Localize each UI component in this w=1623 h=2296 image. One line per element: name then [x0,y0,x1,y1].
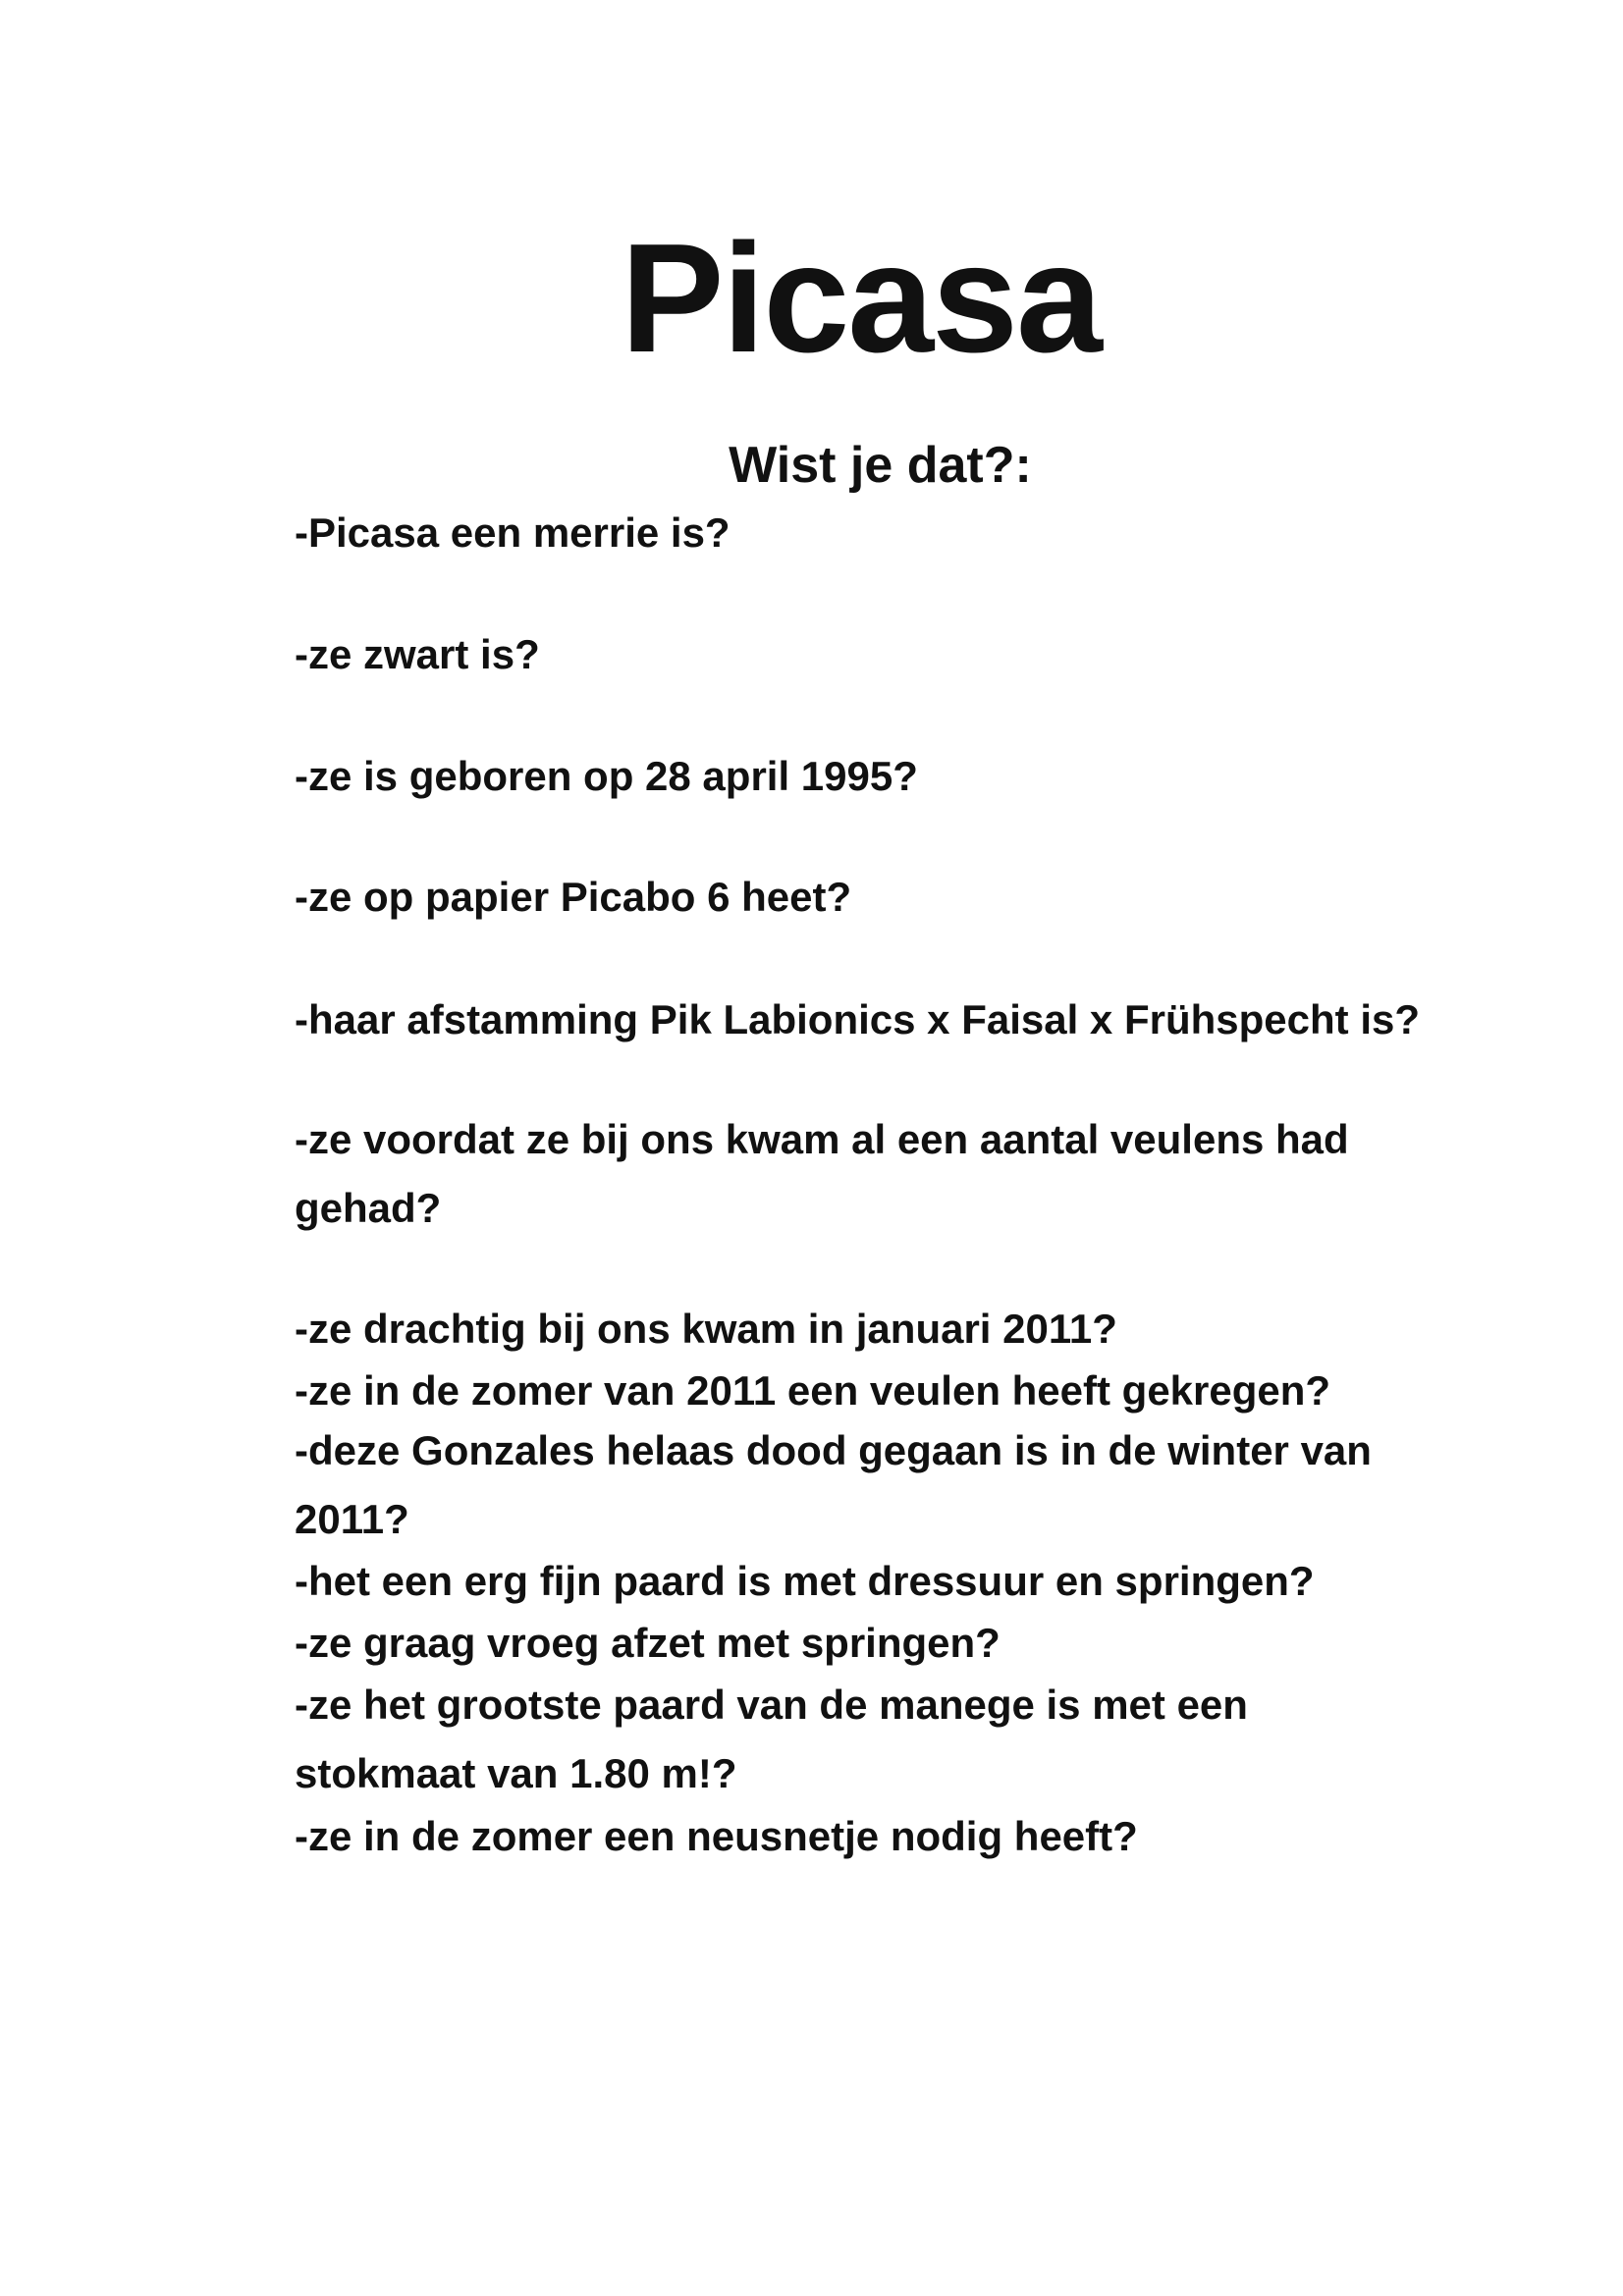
fact-line: -ze op papier Picabo 6 heet? [295,874,852,920]
page-title: Picasa [621,212,1101,385]
fact-line-continuation: gehad? [295,1185,442,1231]
fact-line: -ze drachtig bij ons kwam in januari 2011? [295,1306,1117,1352]
fact-line: -ze in de zomer van 2011 een veulen heeft gekregen? [295,1367,1331,1414]
fact-line: -haar afstamming Pik Labionics x Faisal x Frühspecht is? [295,996,1420,1042]
fact-line-continuation: 2011? [295,1496,409,1542]
fact-line: -Picasa een merrie is? [295,509,730,556]
fact-line: -het een erg fijn paard is met dressuur en springen? [295,1558,1315,1604]
fact-line: -ze in de zomer een neusnetje nodig heeft? [295,1813,1138,1859]
fact-line: -ze voordat ze bij ons kwam al een aantal veulens had [295,1116,1349,1162]
fact-line-continuation: stokmaat van 1.80 m!? [295,1750,737,1796]
fact-line: -ze is geboren op 28 april 1995? [295,753,918,799]
fact-line: -ze het grootste paard van de manege is met een [295,1682,1248,1728]
fact-line: -ze zwart is? [295,631,540,677]
page-subtitle: Wist je dat?: [729,437,1032,494]
fact-line: -ze graag vroeg afzet met springen? [295,1620,1001,1666]
fact-line: -deze Gonzales helaas dood gegaan is in de winter van [295,1427,1372,1473]
